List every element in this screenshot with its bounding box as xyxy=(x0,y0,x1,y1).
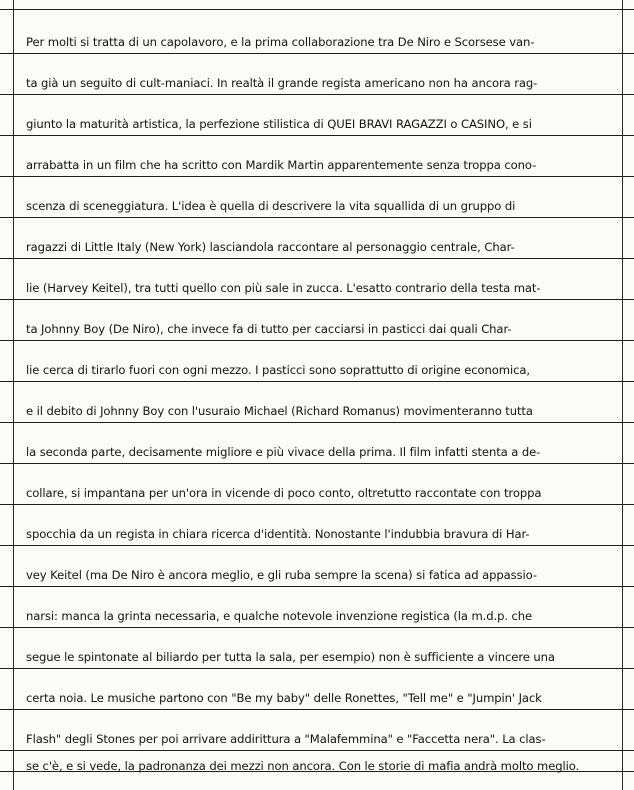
ruled-line xyxy=(0,340,634,341)
ruled-line xyxy=(0,504,634,505)
text-line: ragazzi di Little Italy (New York) lasciandola raccontare al personaggio centrale, Char- xyxy=(26,240,515,254)
text-line: lie cerca di tirarlo fuori con ogni mezzo. I pasticci sono soprattutto di origine economica, xyxy=(26,363,530,377)
ruled-line xyxy=(0,545,634,546)
text-line: collare, si impantana per un'ora in vicende di poco conto, oltretutto raccontate con troppa xyxy=(26,486,542,500)
text-line: arrabatta in un film che ha scritto con Mardik Martin apparentemente senza troppa cono- xyxy=(26,158,537,172)
ruled-line xyxy=(0,750,634,751)
ruled-line xyxy=(0,9,634,10)
text-line: narsi: manca la grinta necessaria, e qualche notevole invenzione registica (la m.d.p. che xyxy=(26,609,533,623)
text-line: vey Keitel (ma De Niro è ancora meglio, e gli ruba sempre la scena) si fatica ad appassio- xyxy=(26,568,537,582)
ruled-line xyxy=(0,709,634,710)
ruled-line xyxy=(0,422,634,423)
ruled-line xyxy=(0,135,634,136)
ruled-line xyxy=(0,586,634,587)
right-margin-line xyxy=(622,0,623,790)
ruled-line xyxy=(0,627,634,628)
ruled-line xyxy=(0,668,634,669)
ruled-line xyxy=(0,94,634,95)
ruled-line xyxy=(0,299,634,300)
text-line: scenza di sceneggiatura. L'idea è quella di descrivere la vita squallida di un gruppo di xyxy=(26,199,516,213)
ruled-line xyxy=(0,258,634,259)
ruled-line xyxy=(0,217,634,218)
text-line: certa noia. Le musiche partono con "Be my baby" delle Ronettes, "Tell me" e "Jumpin' Jack xyxy=(26,691,542,705)
text-line: la seconda parte, decisamente migliore e più vivace della prima. Il film infatti stenta a de- xyxy=(26,445,541,459)
text-line: Per molti si tratta di un capolavoro, e la prima collaborazione tra De Niro e Scorsese van- xyxy=(26,35,535,49)
text-line: spocchia da un regista in chiara ricerca d'identità. Nonostante l'indubbia bravura di Har- xyxy=(26,527,530,541)
ruled-line xyxy=(0,176,634,177)
text-line: giunto la maturità artistica, la perfezione stilistica di QUEI BRAVI RAGAZZI o CASINO, e si xyxy=(26,117,532,131)
text-line: Flash" degli Stones per poi arrivare addirittura a "Malafemmina" e "Faccetta nera". La clas- xyxy=(26,732,546,746)
text-line: se c'è, e si vede, la padronanza dei mezzi non ancora. Con le storie di mafia andrà molto meglio. xyxy=(26,759,580,773)
ruled-line xyxy=(0,53,634,54)
text-line: segue le spintonate al biliardo per tutta la sala, per esempio) non è sufficiente a vincere una xyxy=(26,650,555,664)
text-line: e il debito di Johnny Boy con l'usuraio Michael (Richard Romanus) movimenteranno tutta xyxy=(26,404,533,418)
ruled-line xyxy=(0,381,634,382)
text-line: lie (Harvey Keitel), tra tutti quello con più sale in zucca. L'esatto contrario della testa mat- xyxy=(26,281,541,295)
ruled-line xyxy=(0,463,634,464)
text-line: ta già un seguito di cult-maniaci. In realtà il grande regista americano non ha ancora rag- xyxy=(26,76,538,90)
text-line: ta Johnny Boy (De Niro), che invece fa di tutto per cacciarsi in pasticci dai quali Char- xyxy=(26,322,512,336)
left-margin-line xyxy=(13,0,14,790)
